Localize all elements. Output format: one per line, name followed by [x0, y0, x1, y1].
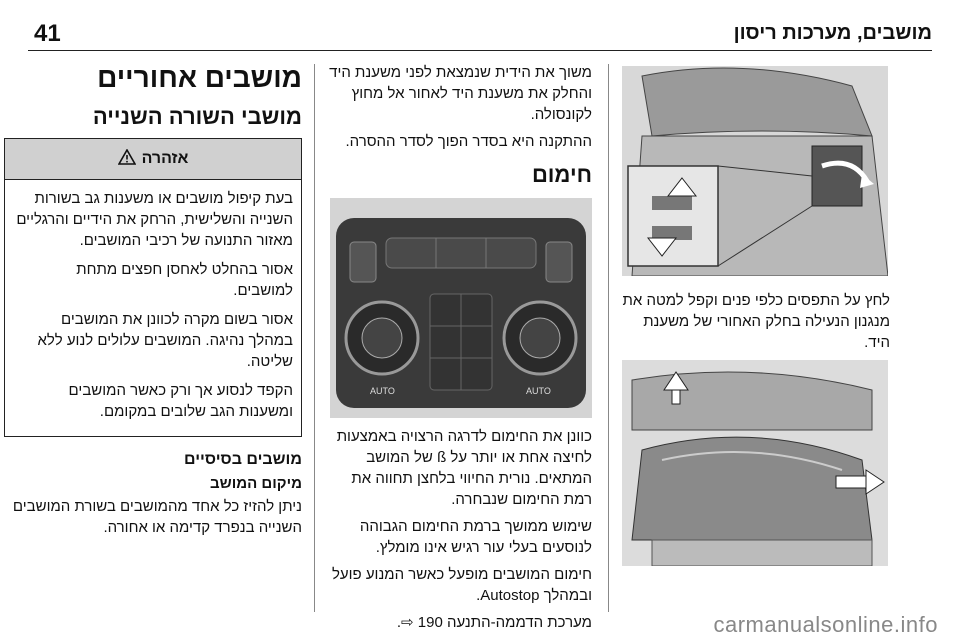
- heating-heading: חימום: [531, 162, 592, 187]
- column-divider-left: [314, 64, 315, 612]
- warning-text-4: הקפד לנסוע אך ורק כאשר המושבים ומשענות הגב שלובים במקומם.: [68, 382, 293, 420]
- seat-position-text: ניתן להזיז כל אחד מהמושבים בשורת המושבים השנייה בנפרד קדימה או אחורה.: [12, 498, 302, 536]
- auto-label-right: AUTO: [526, 386, 551, 396]
- heating-text-block: [326, 426, 592, 639]
- warning-box: [4, 138, 302, 437]
- armrest-figure-caption: לחץ על התפסים כלפי פנים וקפל למטה את מנגנון הנעילה בחלק האחורי של משענת היד.: [622, 292, 890, 351]
- heating-warning-text: שימוש ממושך ברמת החימום הגבוהה לנוסעים בעלי עור רגיש אינו מומלץ.: [359, 518, 592, 556]
- warning-text-1: בעת קיפול מושבים או משענות גב בשורות השנייה והשלישית, הרחק את הידיים והרגליים מאזור התנועה של רכיבי המושבים.: [16, 190, 293, 249]
- stop-start-reference: מערכת הדממה-התנעה 190 ⇨.: [396, 614, 592, 631]
- warning-triangle-icon: [118, 149, 136, 170]
- warning-label: אזהרה: [141, 150, 189, 167]
- column-divider-right: [608, 64, 609, 612]
- warning-header: [5, 139, 301, 180]
- heating-adjust-text: כוונן את החימום לדרגה הרצויה באמצעות לחיצה אחת או יותר על ß של המושב המתאים. נורית החיווי בלחצן תחווה את רמת החימום שנבחרה.: [336, 428, 592, 508]
- page-header: [28, 0, 932, 52]
- running-title: מושבים, מערכות ריסון: [733, 22, 932, 44]
- rear-seats-title: מושבים אחוריים: [97, 62, 302, 93]
- armrest-console-figure: [622, 66, 888, 276]
- warning-text-3: אסור בשום מקרה לכוונן את המושבים במהלך נהיגה. המושבים עלולים לנוע ללא שליטה.: [37, 311, 293, 370]
- warning-body: [5, 180, 301, 436]
- middle-column: [326, 62, 592, 196]
- single-seats-heading: מושבים בסיסיים: [184, 451, 302, 468]
- installation-text: ההתקנה היא בסדר הפוך לסדר ההסרה.: [345, 133, 592, 150]
- left-column: [6, 62, 302, 544]
- seat-heating-panel-figure: [330, 198, 592, 418]
- warning-text-2: אסור בהחלט לאחסן חפצים מתחת למושבים.: [76, 261, 293, 299]
- second-row-subtitle: מושבי השורה השנייה: [92, 104, 302, 129]
- header-rule: [28, 50, 932, 51]
- armrest-removal-text: משוך את הידית שנמצאת לפני משענת היד והחלק את משענת היד לאחור אל מחוץ לקונסולה.: [329, 64, 592, 123]
- auto-label-left: AUTO: [370, 386, 395, 396]
- watermark: carmanualsonline.info: [713, 612, 938, 637]
- page-number: 41: [34, 20, 61, 47]
- seat-position-heading: מיקום המושב: [210, 475, 302, 492]
- heating-autostop-text: חימום המושבים מופעל כאשר המנוע פועל ובמהלך Autostop.: [331, 566, 592, 604]
- armrest-lift-figure: [622, 360, 888, 566]
